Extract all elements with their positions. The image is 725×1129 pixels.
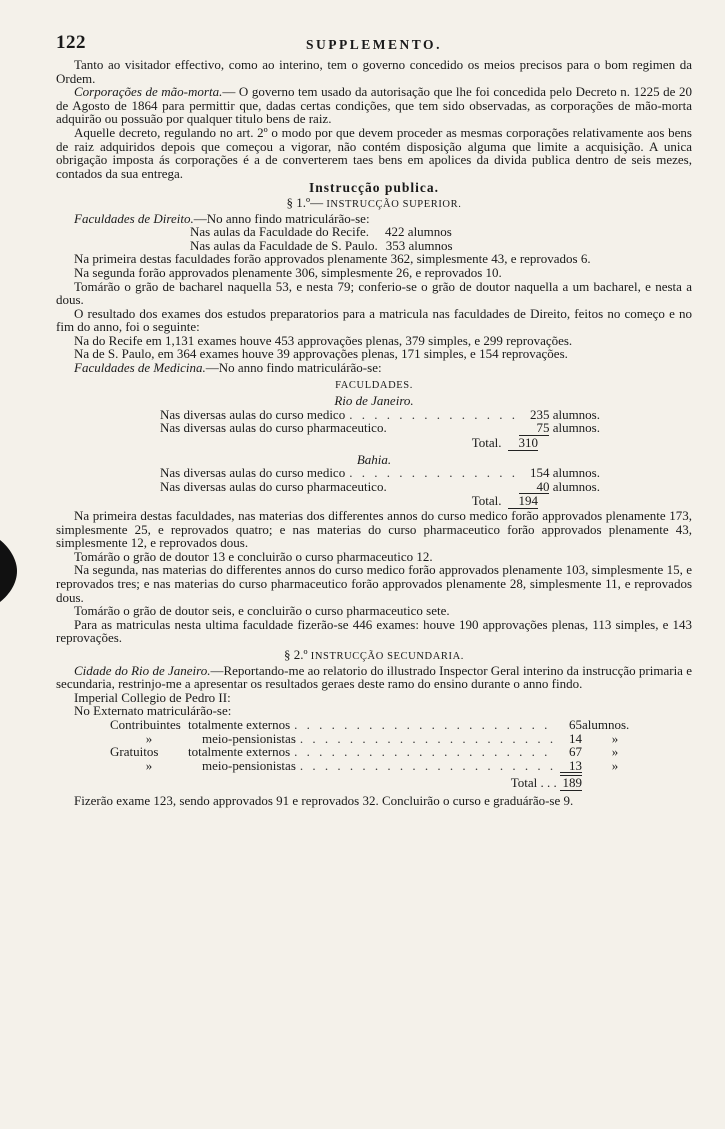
medicina-paragraph: Tomárão o grão de doutor seis, e concluirão o curso pharmaceutico sete. — [74, 603, 450, 619]
medicina-row — [160, 466, 600, 480]
externato-row — [110, 745, 648, 759]
total-value: 194 — [508, 494, 538, 509]
direito-label: Faculdades de Direito. — [74, 210, 194, 226]
row-label: Nas diversas aulas do curso pharmaceutico. — [160, 478, 387, 494]
row-label: Nas diversas aulas do curso medico — [160, 406, 346, 422]
faculdades-heading: FACULDADES. — [335, 379, 413, 391]
dot-leader — [300, 732, 556, 746]
row-number: 75 — [519, 421, 549, 436]
row-unit: alumnos. — [552, 478, 600, 494]
row-label: Nas diversas aulas do curso medico — [160, 465, 346, 481]
total-label: Total. — [471, 493, 502, 509]
direito-paragraph: Na segunda forão approvados plenamente 306, simplesmente 26, e reprovados 10. — [74, 264, 502, 280]
row-unit: alumnos. — [582, 716, 630, 732]
medicina-paragraph: Na segunda, nas materias do differentes annos do curso medico forão approvados plenamente 103, simplesmente 15, e reprovados tres; e nas materias do curso pharmaceutico forão approvados plenamente 28, simplesmente 11, e reprovados dous. — [56, 562, 692, 605]
row-number: 235 — [529, 406, 550, 422]
total-row — [160, 436, 600, 451]
row-prefix: Contribuintes — [110, 716, 181, 732]
row-label: meio-pensionistas — [202, 757, 296, 773]
mao-morta-label: Corporações de mão-morta. — [74, 84, 223, 100]
subsection-heading-1 — [56, 196, 692, 212]
row-number: 40 — [519, 480, 549, 495]
row-unit: » — [611, 730, 619, 746]
subsection-number-1: § 1.º— — [286, 194, 324, 210]
row-number: 13 — [560, 759, 582, 774]
subsection-label-1: INSTRUCÇÃO SUPERIOR. — [326, 198, 462, 210]
page-body — [56, 32, 692, 808]
row-label: meio-pensionistas — [202, 730, 296, 746]
section-title: Instrucção publica. — [308, 180, 439, 196]
row-label: Nas aulas da Faculdade do Recife. — [190, 224, 370, 240]
final-paragraph: Fizerão exame 123, sendo approvados 91 e reprovados 32. Concluirão o curso e graduárão-se 9. — [74, 792, 574, 808]
row-label: Nas diversas aulas do curso pharmaceutico. — [160, 420, 387, 436]
row-unit: alumnos. — [552, 420, 600, 436]
row-unit: » — [611, 757, 619, 773]
dot-leader — [349, 466, 515, 480]
dot-leader — [294, 745, 556, 759]
page-header — [56, 32, 692, 56]
total-value: 310 — [508, 436, 538, 451]
externato-row — [110, 732, 648, 746]
row-unit: alumnos. — [552, 465, 600, 481]
running-title: SUPPLEMENTO. — [306, 37, 442, 52]
medicina-paragraph: Tomárão o grão de doutor 13 e concluirão o curso pharmaceutico 12. — [74, 548, 433, 564]
row-number: 154 — [529, 465, 550, 481]
total-label: Total . . . — [510, 775, 557, 791]
cidade-paragraph — [56, 664, 692, 691]
row-unit: alumnos. — [552, 406, 600, 422]
enrollment-row — [190, 225, 692, 239]
row-number: 65 — [569, 716, 582, 732]
medicina-paragraph: Para as matriculas nesta ultima faculdade fizerão-se 446 exames: houve 190 approvações plenas, 113 simples, e 143 reprovações. — [56, 616, 692, 646]
direito-enrollment — [56, 225, 692, 252]
externato-total-row — [110, 775, 648, 791]
subsection-number-2: § 2.º — [284, 646, 308, 662]
page-number: 122 — [56, 32, 86, 53]
row-value: 422 alumnos — [385, 224, 452, 240]
rio-heading: Rio de Janeiro. — [334, 393, 414, 409]
medicina-label: Faculdades de Medicina. — [74, 360, 206, 376]
bahia-heading: Bahia. — [356, 451, 392, 467]
row-label: totalmente externos — [188, 744, 291, 760]
row-number: 14 — [569, 730, 582, 746]
margin-ink-blot — [0, 540, 18, 602]
direito-paragraph: Na de S. Paulo, em 364 exames houve 39 approvações plenas, 171 simples, e 154 reprovações. — [74, 346, 568, 362]
externato-row — [110, 759, 648, 774]
row-prefix: » — [145, 757, 153, 773]
row-label: totalmente externos — [188, 716, 291, 732]
total-row — [160, 494, 600, 509]
mao-morta-paragraph-2: Aquelle decreto, regulando no art. 2º o modo por que devem proceder as mesmas corporações relativamente aos bens de raiz adquiridos depois que começou a vigorar, não contém disposição alguma que limite a acquisição. A unica obrigação imposta ás corporações é a de converterem taes bens em apolices da divida publica dentro de seis mezes, contados da sua entrega. — [56, 124, 692, 181]
dot-leader — [294, 718, 556, 732]
enrollment-row — [190, 239, 692, 253]
row-label: Nas aulas da Faculdade de S. Paulo. — [190, 237, 378, 253]
row-prefix: » — [145, 730, 153, 746]
externato-table — [56, 718, 648, 791]
medicina-row — [160, 480, 600, 495]
row-prefix: Gratuitos — [110, 744, 159, 760]
mao-morta-text: — O governo tem usado da autorisação que lhe foi concedida pelo Decreto n. 1225 de 20 de Agosto de 1864 para permittir que, dadas certas condições, que tem sido observadas, as corporações de mão-morta adquirão ou possuão por qualquer titulo bens de raiz. — [56, 84, 692, 127]
dot-leader — [349, 408, 515, 422]
total-label: Total. — [471, 435, 502, 451]
cidade-label: Cidade do Rio de Janeiro. — [74, 662, 211, 678]
subsection-heading-2 — [56, 648, 692, 664]
direito-paragraph: Na primeira destas faculdades forão approvados plenamente 362, simplesmente 43, e reprovados 6. — [74, 251, 591, 267]
cidade-text: —Reportando-me ao relatorio do illustrado Inspector Geral interino da instrucção primaria e secundaria, restrinjo-me a apresentar os resultados geraes deste ramo do ensino durante o anno findo. — [56, 662, 692, 692]
subsection-label-2: INSTRUCÇÃO SECUNDARIA. — [310, 650, 464, 662]
externato-row — [110, 718, 648, 732]
total-value: 189 — [560, 775, 582, 791]
dot-leader — [300, 759, 556, 773]
medicina-paragraph: Na primeira destas faculdades, nas materias dos differentes annos do curso medico forão approvados plenamente 173, simplesmente 25, e reprovados quatro; e nas materias do curso pharmaceutico forão approvados plenamente 43, simplesmente 12, e reprovados dous. — [56, 508, 692, 551]
intro-paragraph: Tanto ao visitador effectivo, como ao interino, tem o governo concedido os meios precisos para o bom regimen da Ordem. — [56, 57, 692, 86]
direito-intro — [56, 212, 692, 226]
row-unit: » — [611, 744, 619, 760]
medicina-row — [160, 408, 600, 422]
direito-paragraph: Na do Recife em 1,131 exames houve 453 approvações plenas, 379 simples, e 299 reprovações. — [74, 332, 573, 348]
rio-table — [56, 408, 600, 451]
direito-paragraph: Tomárão o grão de bacharel naquella 53, e nesta 79; conferio-se o grão de doutor naquella a um bacharel, e nesta a dous. — [56, 278, 692, 308]
medicina-intro — [56, 361, 692, 375]
row-number: 67 — [569, 744, 582, 760]
mao-morta-paragraph — [56, 85, 692, 126]
colegio-heading: Imperial Collegio de Pedro II: — [74, 689, 231, 705]
row-value: 353 alumnos — [385, 237, 453, 253]
medicina-row — [160, 421, 600, 436]
direito-text: —No anno findo matriculárão-se: — [193, 210, 370, 226]
direito-paragraph: O resultado dos exames dos estudos preparatorios para a matricula nas faculdades de Direito, feitos no começo e no fim do anno, foi o seguinte: — [56, 305, 692, 335]
externato-heading: No Externato matriculárão-se: — [74, 703, 232, 719]
medicina-text: —No anno findo matriculárão-se: — [205, 360, 382, 376]
bahia-table — [56, 466, 600, 509]
